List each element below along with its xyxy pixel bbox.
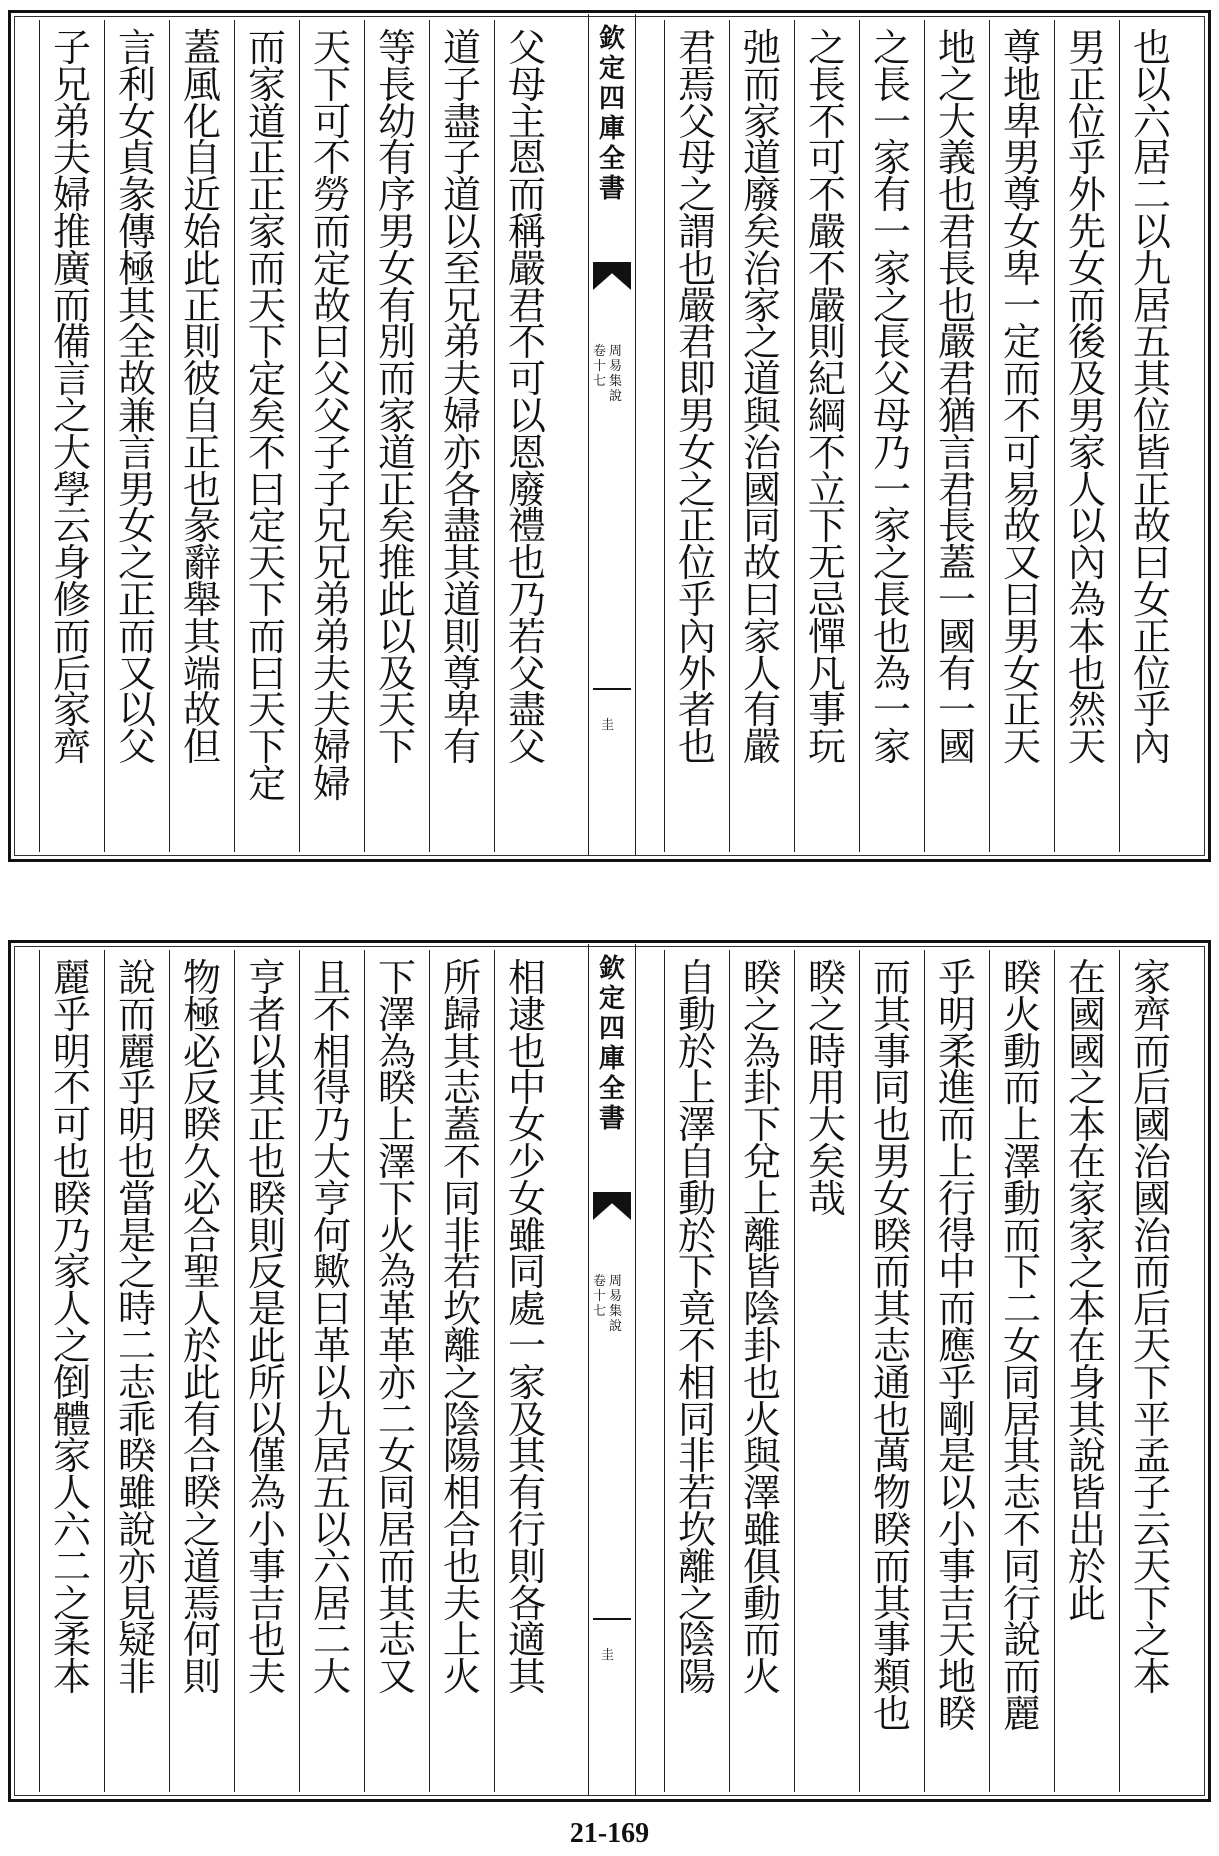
page-number: 21-169 — [569, 1818, 650, 1849]
top-text-column: 道 子 盡 子 道 以 至 兄 弟 夫 婦 亦 各 盡 其 道 則 尊 卑 有 — [442, 26, 481, 770]
bottom-center-page: 圭 — [601, 1648, 615, 1663]
top-text-column: 男 正 位 乎 外 先 女 而 後 及 男 家 人 以 內 為 本 也 然 天 — [1067, 26, 1106, 770]
top-column-rule — [859, 20, 860, 852]
bottom-column-rule — [664, 950, 665, 1792]
bottom-column-rule — [794, 950, 795, 1792]
bottom-text-column: 在 國 國 之 本 在 家 家 之 本 在 身 其 說 皆 出 於 此 — [1067, 956, 1106, 1626]
bottom-text-column: 家 齊 而 后 國 治 國 治 而 后 天 下 平 孟 子 云 天 下 之 本 — [1132, 956, 1171, 1700]
top-column-rule — [729, 20, 730, 852]
bottom-column-rule — [299, 950, 300, 1792]
bottom-text-column: 相 逮 也 中 女 少 女 雖 同 處 一 家 及 其 有 行 則 各 適 其 — [507, 956, 546, 1700]
bottom-text-column: 下 澤 為 睽 上 澤 下 火 為 革 革 亦 二 女 同 居 而 其 志 又 — [377, 956, 416, 1700]
bottom-fish-tail-ornament — [593, 1192, 631, 1220]
bottom-lower-ornament — [593, 1604, 631, 1620]
top-text-column: 君 焉 父 母 之 謂 也 嚴 君 即 男 女 之 正 位 乎 內 外 者 也 — [677, 26, 716, 770]
bottom-column-rule — [1054, 950, 1055, 1792]
top-column-rule — [794, 20, 795, 852]
bottom-column-rule — [989, 950, 990, 1792]
top-text-column: 尊 地 卑 男 尊 女 卑 一 定 而 不 可 易 故 又 曰 男 女 正 天 — [1002, 26, 1041, 770]
top-text-column: 言 利 女 貞 彖 傳 極 其 全 故 兼 言 男 女 之 正 而 又 以 父 — [117, 26, 156, 770]
top-text-column: 而 家 道 正 正 家 而 天 下 定 矣 不 曰 定 天 下 而 曰 天 下 定 — [247, 26, 286, 806]
top-center-band — [588, 14, 636, 856]
top-column-rule — [1119, 20, 1120, 852]
bottom-text-column: 且 不 相 得 乃 大 亨 何 歟 曰 革 以 九 居 五 以 六 居 二 大 — [312, 956, 351, 1700]
top-text-column: 子 兄 弟 夫 婦 推 廣 而 備 言 之 大 學 云 身 修 而 后 家 齊 — [52, 26, 91, 770]
top-column-rule — [104, 20, 105, 852]
bottom-center-band — [588, 944, 636, 1796]
bottom-column-rule — [1119, 950, 1120, 1792]
bottom-text-column: 麗 乎 明 不 可 也 睽 乃 家 人 之 倒 體 家 人 六 二 之 柔 本 — [52, 956, 91, 1700]
bottom-column-rule — [234, 950, 235, 1792]
top-text-column: 天 下 可 不 勞 而 定 故 曰 父 父 子 子 兄 兄 弟 弟 夫 夫 婦 婦 — [312, 26, 351, 806]
top-column-rule — [169, 20, 170, 852]
top-center-page: 圭 — [601, 718, 615, 733]
bottom-text-column: 睽 火 動 而 上 澤 動 而 下 二 女 同 居 其 志 不 同 行 說 而 麗 — [1002, 956, 1041, 1736]
top-center-volume: 卷 十 七 — [593, 344, 607, 389]
top-column-rule — [234, 20, 235, 852]
top-column-rule — [1054, 20, 1055, 852]
top-text-column: 之 長 一 家 有 一 家 之 長 父 母 乃 一 家 之 長 也 為 一 家 — [872, 26, 911, 770]
bottom-text-column: 物 極 必 反 睽 久 必 合 聖 人 於 此 有 合 睽 之 道 焉 何 則 — [182, 956, 221, 1700]
bottom-text-column: 說 而 麗 乎 明 也 當 是 之 時 二 志 乖 睽 雖 說 亦 見 疑 非 — [117, 956, 156, 1700]
top-column-rule — [299, 20, 300, 852]
top-column-rule — [924, 20, 925, 852]
top-column-rule — [664, 20, 665, 852]
bottom-text-column: 亨 者 以 其 正 也 睽 則 反 是 此 所 以 僅 為 小 事 吉 也 夫 — [247, 956, 286, 1700]
top-text-column: 父 母 主 恩 而 稱 嚴 君 不 可 以 恩 廢 禮 也 乃 若 父 盡 父 — [507, 26, 546, 770]
bottom-column-rule — [924, 950, 925, 1792]
top-text-column: 蓋 風 化 自 近 始 此 正 則 彼 自 正 也 彖 辭 舉 其 端 故 但 — [182, 26, 221, 770]
bottom-column-rule — [364, 950, 365, 1792]
top-fish-tail-ornament — [593, 262, 631, 290]
bottom-text-column: 睽 之 為 卦 下 兌 上 離 皆 陰 卦 也 火 與 澤 雖 俱 動 而 火 — [742, 956, 781, 1700]
bottom-text-column: 睽 之 時 用 大 矣 哉 — [807, 956, 846, 1221]
bottom-center-volume: 卷 十 七 — [593, 1274, 607, 1319]
bottom-center-title: 欽 定 四 庫 全 書 — [598, 954, 625, 1134]
top-column-rule — [364, 20, 365, 852]
bottom-column-rule — [104, 950, 105, 1792]
top-center-title: 欽 定 四 庫 全 書 — [598, 24, 625, 204]
bottom-column-rule — [729, 950, 730, 1792]
bottom-center-book: 周 易 集 說 — [609, 1274, 623, 1334]
top-text-column: 等 長 幼 有 序 男 女 有 別 而 家 道 正 矣 推 此 以 及 天 下 — [377, 26, 416, 770]
bottom-text-column: 自 動 於 上 澤 自 動 於 下 竟 不 相 同 非 若 坎 離 之 陰 陽 — [677, 956, 716, 1700]
top-column-rule — [39, 20, 40, 852]
bottom-text-column: 乎 明 柔 進 而 上 行 得 中 而 應 乎 剛 是 以 小 事 吉 天 地 睽 — [937, 956, 976, 1736]
top-column-rule — [494, 20, 495, 852]
top-page — [0, 0, 1219, 870]
top-text-column: 之 長 不 可 不 嚴 不 嚴 則 紀 綱 不 立 下 无 忌 憚 凡 事 玩 — [807, 26, 846, 770]
bottom-text-column: 所 歸 其 志 蓋 不 同 非 若 坎 離 之 陰 陽 相 合 也 夫 上 火 — [442, 956, 481, 1700]
top-text-column: 弛 而 家 道 廢 矣 治 家 之 道 與 治 國 同 故 曰 家 人 有 嚴 — [742, 26, 781, 770]
bottom-column-rule — [169, 950, 170, 1792]
bottom-column-rule — [494, 950, 495, 1792]
top-center-book: 周 易 集 說 — [609, 344, 623, 404]
top-lower-ornament — [593, 674, 631, 690]
top-text-column: 也 以 六 居 二 以 九 居 五 其 位 皆 正 故 曰 女 正 位 乎 內 — [1132, 26, 1171, 770]
bottom-column-rule — [859, 950, 860, 1792]
top-column-rule — [989, 20, 990, 852]
bottom-text-column: 而 其 事 同 也 男 女 睽 而 其 志 通 也 萬 物 睽 而 其 事 類 也 — [872, 956, 911, 1736]
top-column-rule — [429, 20, 430, 852]
top-text-column: 地 之 大 義 也 君 長 也 嚴 君 猶 言 君 長 蓋 一 國 有 一 國 — [937, 26, 976, 770]
bottom-page — [0, 930, 1219, 1810]
bottom-column-rule — [39, 950, 40, 1792]
bottom-column-rule — [429, 950, 430, 1792]
